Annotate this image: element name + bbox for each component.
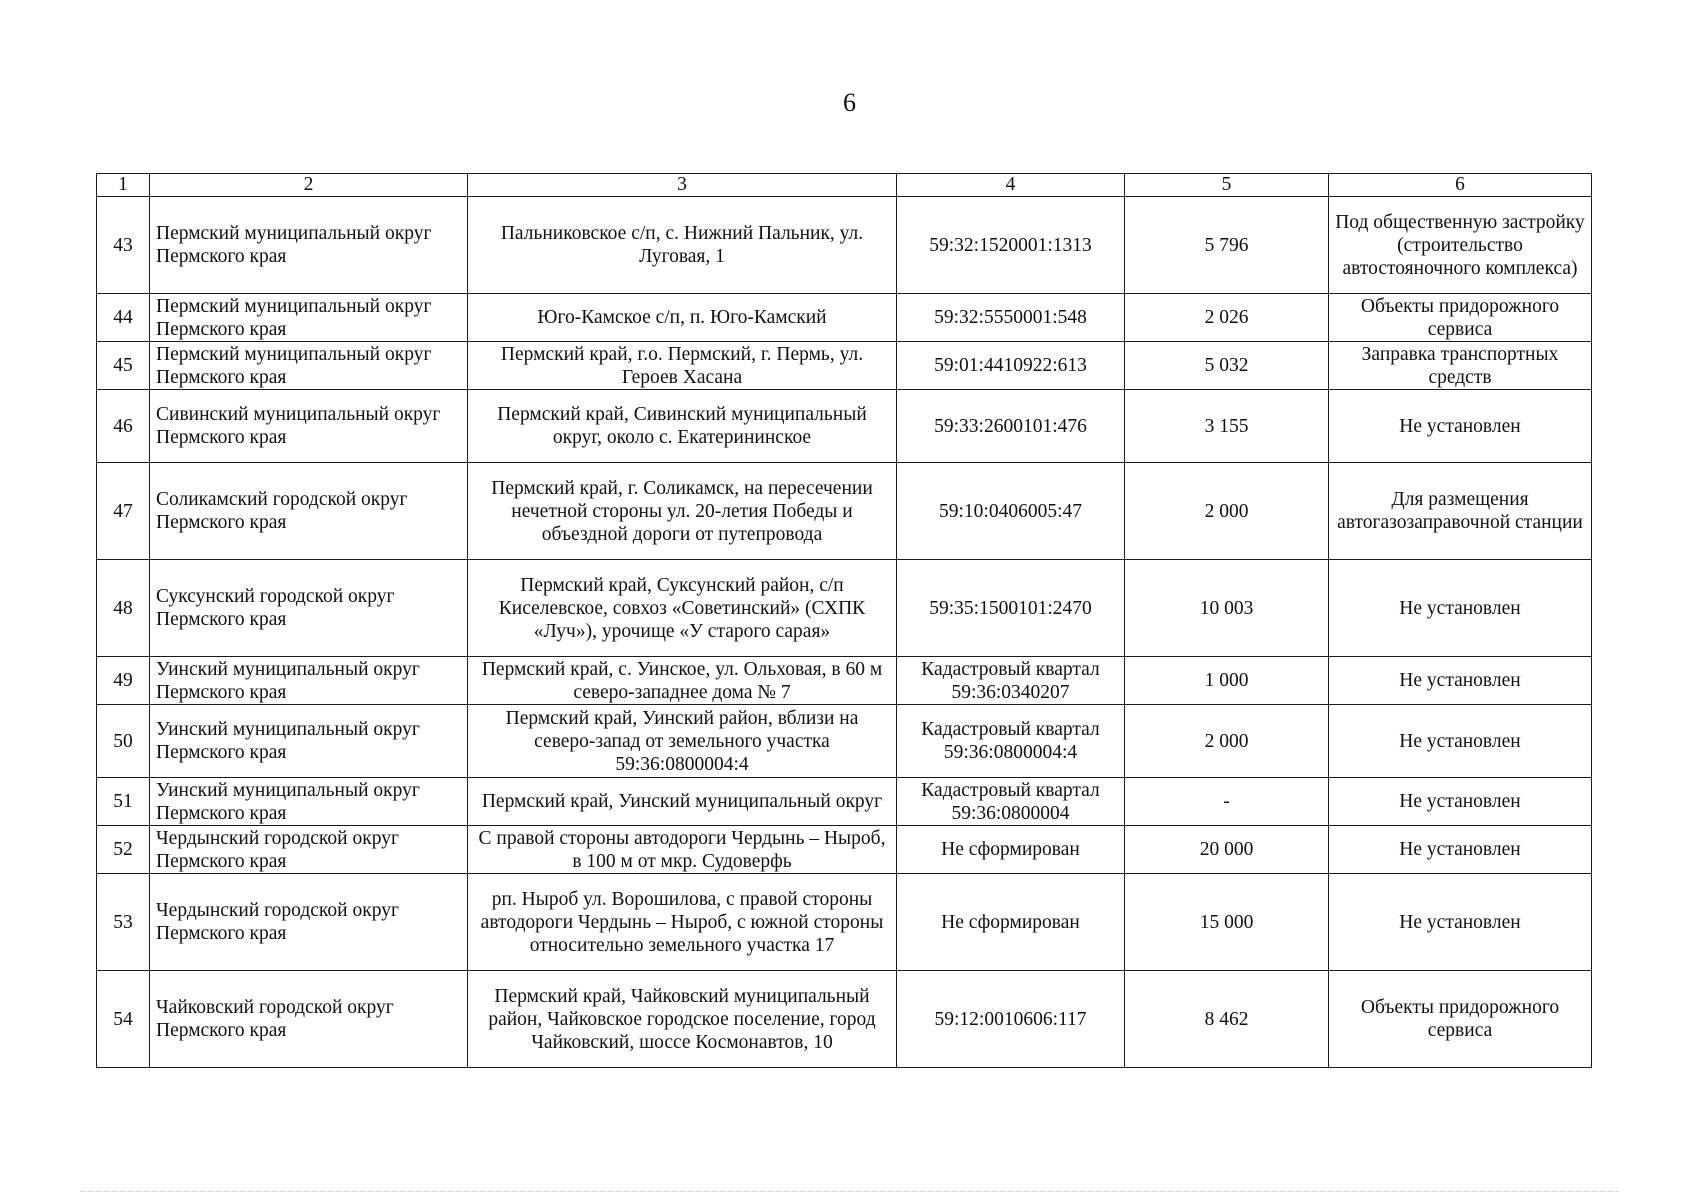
cell-num: 54: [97, 971, 150, 1068]
cell-purpose: Не установлен: [1329, 657, 1592, 705]
cell-address: Пермский край, г. Соликамск, на пересечении нечетной стороны ул. 20-летия Победы и объездной дороги от путепровода: [468, 463, 897, 560]
cell-num: 44: [97, 294, 150, 342]
cell-district: Сивинский муниципальный округ Пермского края: [150, 390, 468, 463]
cell-area: 3 155: [1125, 390, 1329, 463]
cell-area: 15 000: [1125, 874, 1329, 971]
column-number-3: 3: [468, 174, 897, 197]
cell-district: Чердынский городской округ Пермского края: [150, 874, 468, 971]
table-row: [97, 657, 1592, 705]
cell-cadastral: Не сформирован: [897, 874, 1125, 971]
cell-cadastral: Кадастровый квартал 59:36:0340207: [897, 657, 1125, 705]
cell-district: Чердынский городской округ Пермского края: [150, 826, 468, 874]
table-row: [97, 705, 1592, 778]
cell-purpose: Не установлен: [1329, 390, 1592, 463]
cell-address: Пермский край, Уинский район, вблизи на северо-запад от земельного участка 59:36:0800004:4: [468, 705, 897, 778]
cell-cadastral: 59:33:2600101:476: [897, 390, 1125, 463]
table-row: [97, 971, 1592, 1068]
cell-address: Пермский край, Уинский муниципальный округ: [468, 778, 897, 826]
cell-cadastral: 59:10:0406005:47: [897, 463, 1125, 560]
cell-area: 2 000: [1125, 463, 1329, 560]
column-number-4: 4: [897, 174, 1125, 197]
cell-num: 49: [97, 657, 150, 705]
cell-purpose: Не установлен: [1329, 560, 1592, 657]
table-row: [97, 342, 1592, 390]
table-row: [97, 874, 1592, 971]
cell-num: 51: [97, 778, 150, 826]
cell-cadastral: 59:01:4410922:613: [897, 342, 1125, 390]
cell-address: Пермский край, Сивинский муниципальный округ, около с. Екатерининское: [468, 390, 897, 463]
cell-num: 43: [97, 197, 150, 294]
cell-area: 5 796: [1125, 197, 1329, 294]
table-row: [97, 197, 1592, 294]
cell-num: 47: [97, 463, 150, 560]
cell-address: Пермский край, с. Уинское, ул. Ольховая, в 60 м северо-западнее дома № 7: [468, 657, 897, 705]
land-plots-table: [96, 173, 1592, 1068]
table-row: [97, 826, 1592, 874]
cell-area: 20 000: [1125, 826, 1329, 874]
cell-address: рп. Ныроб ул. Ворошилова, с правой стороны автодороги Чердынь – Ныроб, с южной стороны относительно земельного участка 17: [468, 874, 897, 971]
cell-purpose: Для размещения автогазозаправочной станции: [1329, 463, 1592, 560]
column-number-row: [97, 174, 1592, 197]
cell-district: Соликамский городской округ Пермского края: [150, 463, 468, 560]
table-row: [97, 560, 1592, 657]
column-number-1: 1: [97, 174, 150, 197]
cell-num: 45: [97, 342, 150, 390]
cell-purpose: Не установлен: [1329, 826, 1592, 874]
cell-cadastral: 59:32:5550001:548: [897, 294, 1125, 342]
cell-address: Пермский край, Суксунский район, с/п Киселевское, совхоз «Советинский» (СХПК «Луч»), урочище «У старого сарая»: [468, 560, 897, 657]
cell-num: 46: [97, 390, 150, 463]
cell-address: Пермский край, г.о. Пермский, г. Пермь, ул. Героев Хасана: [468, 342, 897, 390]
table-row: [97, 294, 1592, 342]
cell-address: Пальниковское с/п, с. Нижний Пальник, ул. Луговая, 1: [468, 197, 897, 294]
cell-cadastral: 59:32:1520001:1313: [897, 197, 1125, 294]
cell-cadastral: 59:12:0010606:117: [897, 971, 1125, 1068]
cell-purpose: Объекты придорожного сервиса: [1329, 294, 1592, 342]
column-number-2: 2: [150, 174, 468, 197]
cell-address: Пермский край, Чайковский муниципальный район, Чайковское городское поселение, город Чайковский, шоссе Космонавтов, 10: [468, 971, 897, 1068]
cell-num: 48: [97, 560, 150, 657]
cell-num: 53: [97, 874, 150, 971]
cell-district: Уинский муниципальный округ Пермского края: [150, 778, 468, 826]
table-row: [97, 463, 1592, 560]
cell-num: 50: [97, 705, 150, 778]
cell-area: -: [1125, 778, 1329, 826]
cell-cadastral: 59:35:1500101:2470: [897, 560, 1125, 657]
cell-district: Чайковский городской округ Пермского края: [150, 971, 468, 1068]
cell-purpose: Объекты придорожного сервиса: [1329, 971, 1592, 1068]
table-row: [97, 390, 1592, 463]
cell-purpose: Заправка транспортных средств: [1329, 342, 1592, 390]
cell-area: 10 003: [1125, 560, 1329, 657]
table-body: [97, 174, 1592, 1068]
cell-area: 8 462: [1125, 971, 1329, 1068]
cell-area: 5 032: [1125, 342, 1329, 390]
page-number: 6: [843, 88, 856, 117]
cell-district: Суксунский городской округ Пермского края: [150, 560, 468, 657]
cell-cadastral: Не сформирован: [897, 826, 1125, 874]
cell-address: С правой стороны автодороги Чердынь – Ныроб, в 100 м от мкр. Судоверфь: [468, 826, 897, 874]
column-number-5: 5: [1125, 174, 1329, 197]
cell-district: Пермский муниципальный округ Пермского края: [150, 197, 468, 294]
cell-purpose: Не установлен: [1329, 874, 1592, 971]
scan-artifact: [80, 1191, 1619, 1194]
table-row: [97, 778, 1592, 826]
cell-district: Уинский муниципальный округ Пермского края: [150, 705, 468, 778]
cell-address: Юго-Камское с/п, п. Юго-Камский: [468, 294, 897, 342]
cell-purpose: Не установлен: [1329, 705, 1592, 778]
cell-area: 1 000: [1125, 657, 1329, 705]
cell-num: 52: [97, 826, 150, 874]
cell-district: Уинский муниципальный округ Пермского края: [150, 657, 468, 705]
cell-district: Пермский муниципальный округ Пермского края: [150, 342, 468, 390]
cell-cadastral: Кадастровый квартал 59:36:0800004:4: [897, 705, 1125, 778]
cell-area: 2 000: [1125, 705, 1329, 778]
cell-area: 2 026: [1125, 294, 1329, 342]
cell-cadastral: Кадастровый квартал 59:36:0800004: [897, 778, 1125, 826]
cell-purpose: Под общественную застройку (строительство автостояночного комплекса): [1329, 197, 1592, 294]
cell-purpose: Не установлен: [1329, 778, 1592, 826]
column-number-6: 6: [1329, 174, 1592, 197]
cell-district: Пермский муниципальный округ Пермского края: [150, 294, 468, 342]
